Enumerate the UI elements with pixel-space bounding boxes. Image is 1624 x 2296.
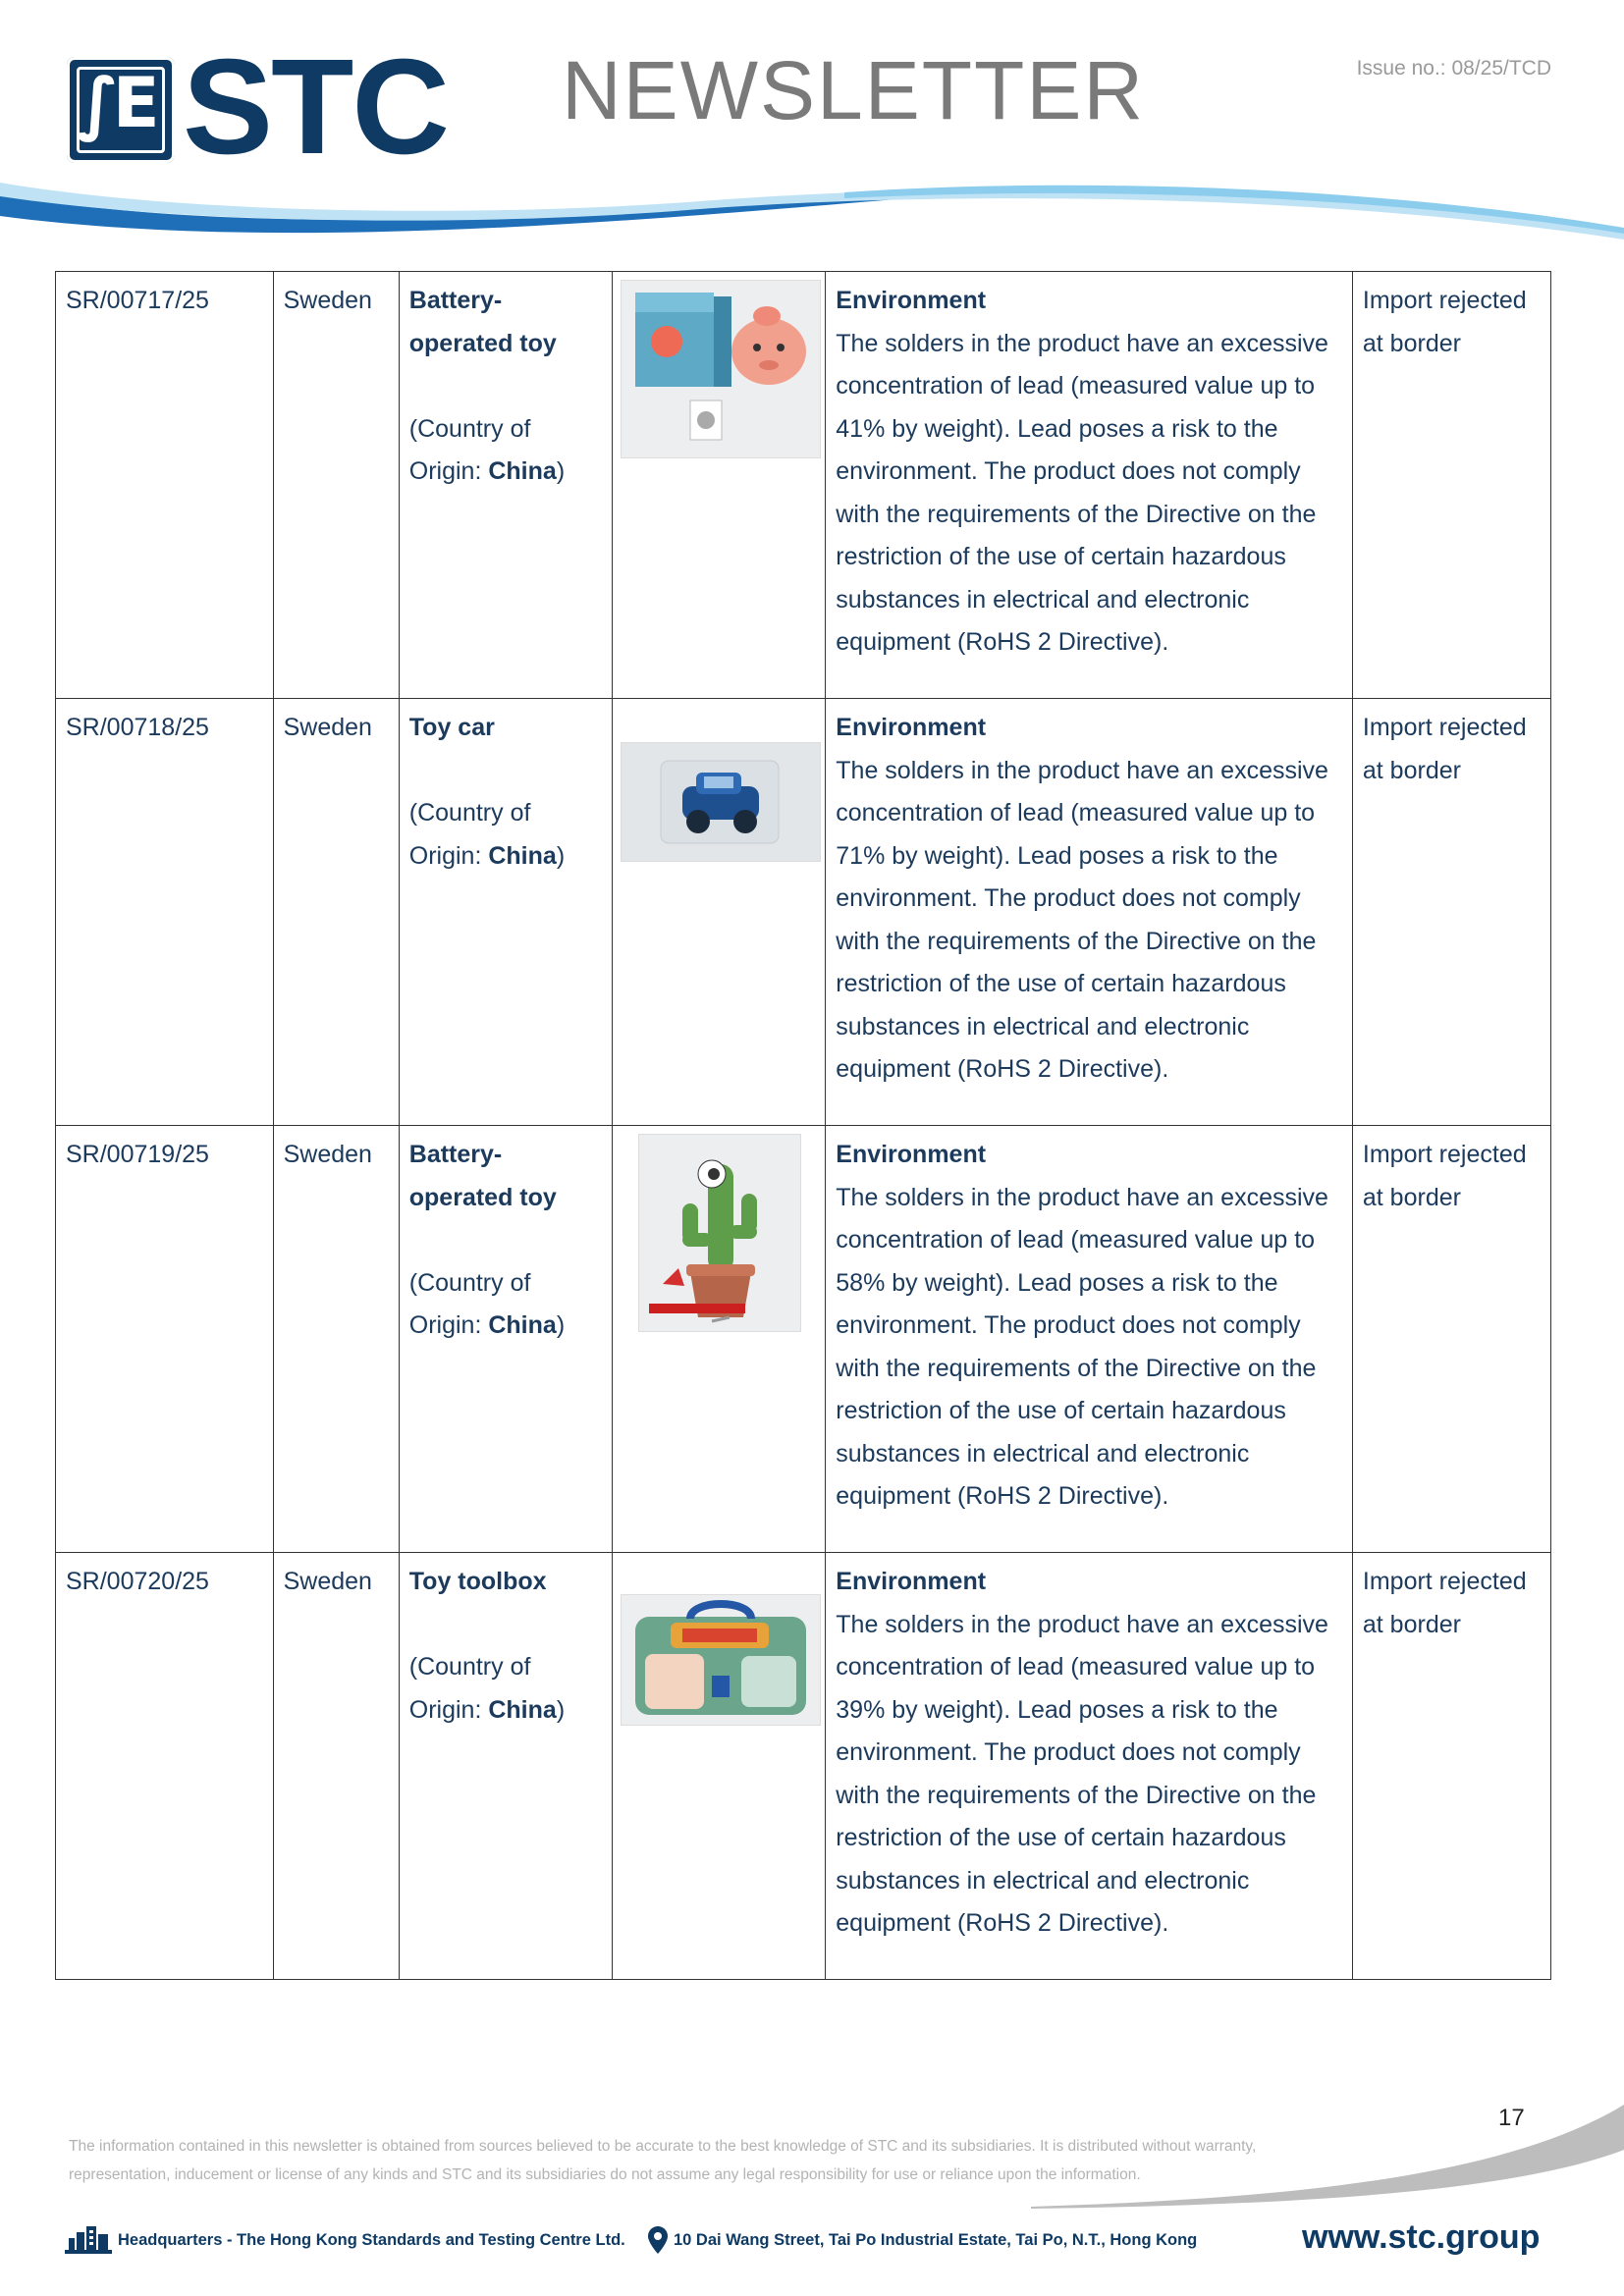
reference-number: SR/00718/25 [56, 699, 274, 1126]
table-row [56, 1126, 1551, 1553]
reference-number: SR/00719/25 [56, 1126, 274, 1553]
product-cell [399, 272, 612, 699]
toy-whale-photo [621, 280, 821, 458]
country-of-origin: (Country of Origin: China) [408, 799, 566, 870]
country-of-origin: (Country of Origin: China) [408, 1653, 566, 1724]
risk-type: Environment [836, 287, 987, 314]
product-name: Toy car [408, 714, 495, 741]
risk-type: Environment [836, 1141, 987, 1168]
header-swoosh [0, 177, 1624, 255]
product-cell [399, 1553, 612, 1980]
product-image-cell [613, 272, 826, 699]
table-row [56, 699, 1551, 1126]
risk-description: The solders in the product have an excessive concentration of lead (measured value up to 41% by weight). Lead poses a risk to the environment. The product does not comply with the requirements of the Directive on the restriction of the use of certain hazardous substances in electrical and electronic equipment (RoHS 2 Directive). [836, 329, 1328, 656]
recall-table [55, 271, 1551, 1980]
toy-cactus-photo [638, 1134, 801, 1332]
building-icon [65, 2224, 112, 2254]
disclaimer: The information contained in this newsletter is obtained from sources believed to be accurate to the best knowledge of STC and its subsidiaries. It is distributed without warranty, representation, inducement or license of any kinds and STC and its subsidiaries do not assume any legal responsibility for use or reliance upon the information. [69, 2138, 1257, 2183]
risk-type: Environment [836, 1568, 987, 1595]
address: 10 Dai Wang Street, Tai Po Industrial Estate, Tai Po, N.T., Hong Kong [674, 2231, 1198, 2249]
toy-car-photo [621, 742, 821, 862]
measure-taken: Import rejected at border [1352, 1553, 1550, 1980]
measure-taken: Import rejected at border [1352, 1126, 1550, 1553]
risk-description-cell [826, 1126, 1353, 1553]
stc-logo-mark-icon: ∫E [77, 63, 154, 143]
page-number: 17 [1498, 2105, 1525, 2131]
risk-description-cell [826, 1553, 1353, 1980]
newsletter-title: NEWSLETTER [562, 44, 1146, 136]
brand-name: STC [183, 31, 448, 183]
product-image-cell [613, 1126, 826, 1553]
notifying-country: Sweden [273, 699, 399, 1126]
measure-taken: Import rejected at border [1352, 699, 1550, 1126]
product-name: Toy toolbox [408, 1568, 547, 1595]
toy-toolbox-photo [621, 1594, 821, 1726]
risk-description: The solders in the product have an excessive concentration of lead (measured value up to 71% by weight). Lead poses a risk to the environment. The product does not comply with the requirements of the Directive on the restriction of the use of certain hazardous substances in electrical and electronic equipment (RoHS 2 Directive). [836, 756, 1328, 1083]
table-row [56, 272, 1551, 699]
country-of-origin: (Country of Origin: China) [408, 414, 566, 485]
website-link[interactable]: www.stc.group [1302, 2218, 1541, 2256]
risk-description-cell [826, 272, 1353, 699]
risk-description: The solders in the product have an excessive concentration of lead (measured value up to 39% by weight). Lead poses a risk to the environment. The product does not comply with the requirements of the Directive on the restriction of the use of certain hazardous substances in electrical and electronic equipment (RoHS 2 Directive). [836, 1610, 1328, 1937]
headquarters-label: Headquarters - The Hong Kong Standards and Testing Centre Ltd. [118, 2231, 625, 2249]
risk-type: Environment [836, 714, 987, 741]
reference-number: SR/00717/25 [56, 272, 274, 699]
product-cell [399, 1126, 612, 1553]
notifying-country: Sweden [273, 272, 399, 699]
product-image-cell [613, 699, 826, 1126]
country-of-origin: (Country of Origin: China) [408, 1268, 566, 1339]
notifying-country: Sweden [273, 1126, 399, 1553]
product-name: Battery-operated toy [408, 287, 557, 357]
table-row [56, 1553, 1551, 1980]
risk-description-cell [826, 699, 1353, 1126]
notifying-country: Sweden [273, 1553, 399, 1980]
stc-logo [67, 57, 175, 163]
measure-taken: Import rejected at border [1352, 272, 1550, 699]
product-name: Battery-operated toy [408, 1141, 557, 1211]
product-image-cell [613, 1553, 826, 1980]
location-pin-icon [648, 2226, 668, 2254]
product-cell [399, 699, 612, 1126]
risk-description: The solders in the product have an excessive concentration of lead (measured value up to 58% by weight). Lead poses a risk to the environment. The product does not comply with the requirements of the Directive on the restriction of the use of certain hazardous substances in electrical and electronic equipment (RoHS 2 Directive). [836, 1183, 1328, 1510]
reference-number: SR/00720/25 [56, 1553, 274, 1980]
issue-number: Issue no.: 08/25/TCD [1356, 57, 1551, 80]
